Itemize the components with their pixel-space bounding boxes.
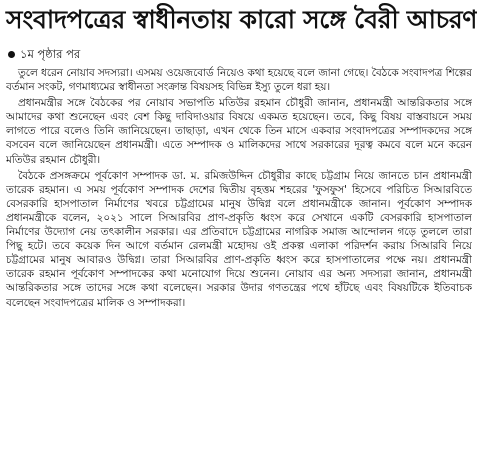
paragraph: তুলে ধরেন নোয়াব সদস্যরা। এসময় ওয়েজবোর্ড নিয়েও কথা হয়েছে বলে জানা গেছে। বৈঠকে সংবাদপত্র শিল্পের বর্তমান সংকট, গণমাধ্যমের স্বাধীনতা সংক্রান্ত বিষয়সহ বিভিন্ন ইস্যু তুলে ধরা হয়। (6, 67, 472, 94)
paragraph: বৈঠকে প্রসঙ্গক্রমে পূর্বকোণ সম্পাদক ডা. ম. রমিজউদ্দিন চৌধুরীর কাছে চট্টগ্রাম নিয়ে জানতে চান প্রধানমন্ত্রী তারেক রহমান। এ সময় পূর্বকোণ সম্পাদক দেশের দ্বিতীয় বৃহত্তম শহরের 'ফুসফুস' হিসেবে পরিচিত সিআরবিতে বেসরকারি হাসপাতাল নির্মাণের খবরে চট্টগ্রামের মানুষ উদ্বিগ্ন বলে প্রধানমন্ত্রীকে জানান। পূর্বকোণ সম্পাদক প্রধানমন্ত্রীকে বলেন, ২০২১ সালে সিআরবির প্রাণ-প্রকৃতি ধ্বংস করে সেখানে একটি বেসরকারি হাসপাতাল নির্মাণের উদ্যোগ নেয় তৎকালীন সরকার। এর প্রতিবাদে চট্টগ্রামের নাগরিক সমাজ আন্দোলন গড়ে তুললে তারা পিছু হটে। তবে কয়েক দিন আগে বর্তমান রেলমন্ত্রী মহোদয় ওই প্রকল্প এলাকা পরিদর্শন করায় সিআরবি নিয়ে চট্টগ্রামের মানুষ আবারও উদ্বিগ্ন। তারা সিআরবির প্রাণ-প্রকৃতি ধ্বংস করে হাসপাতালের পক্ষে নয়। প্রধানমন্ত্রী তারেক রহমান পূর্বকোণ সম্পাদকের কথা মনোযোগ দিয়ে শুনেন। নোয়াব এর অন্য সদস্যরা জানান, প্রধানমন্ত্রী আন্তরিকতার সঙ্গে তাদের সঙ্গে কথা বলেছেন। সরকার উদার গণতন্ত্রের পথে হাঁটছে এবং বিষয়টিকে ইতিবাচক বলেছেন সংবাদপত্রের মালিক ও সম্পাদকরা। (6, 169, 472, 309)
jump-line-text: ১ম পৃষ্ঠার পর (20, 47, 81, 61)
jump-line (8, 46, 80, 62)
article-body (6, 66, 472, 451)
headline: সংবাদপত্রের স্বাধীনতায় কারো সঙ্গে বৈরী আচরণ (6, 5, 477, 34)
bullet-icon (8, 51, 15, 58)
paragraph: প্রধানমন্ত্রীর সঙ্গে বৈঠকের পর নোয়াব সভাপতি মতিউর রহমান চৌধুরী জানান, প্রধানমন্ত্রী আন্তরিকতার সঙ্গে আমাদের কথা শুনেছেন এবং বেশ কিছু দাবিদাওয়ার বিষয়ে একমত হয়েছেন। তবে, কিছু বিষয় বাস্তবায়নে সময় লাগতে পারে বলেও তিনি জানিয়েছেন। তাছাড়া, এখন থেকে তিন মাসে একবার সংবাদপত্রের সম্পাদকদের সঙ্গে বসবেন বলে জানিয়েছেন প্রধানমন্ত্রী। এতে সম্পাদক ও মালিকদের সাথে সরকারের দূরত্ব কমবে বলে মনে করেন মতিউর রহমান চৌধুরী। (6, 97, 472, 166)
